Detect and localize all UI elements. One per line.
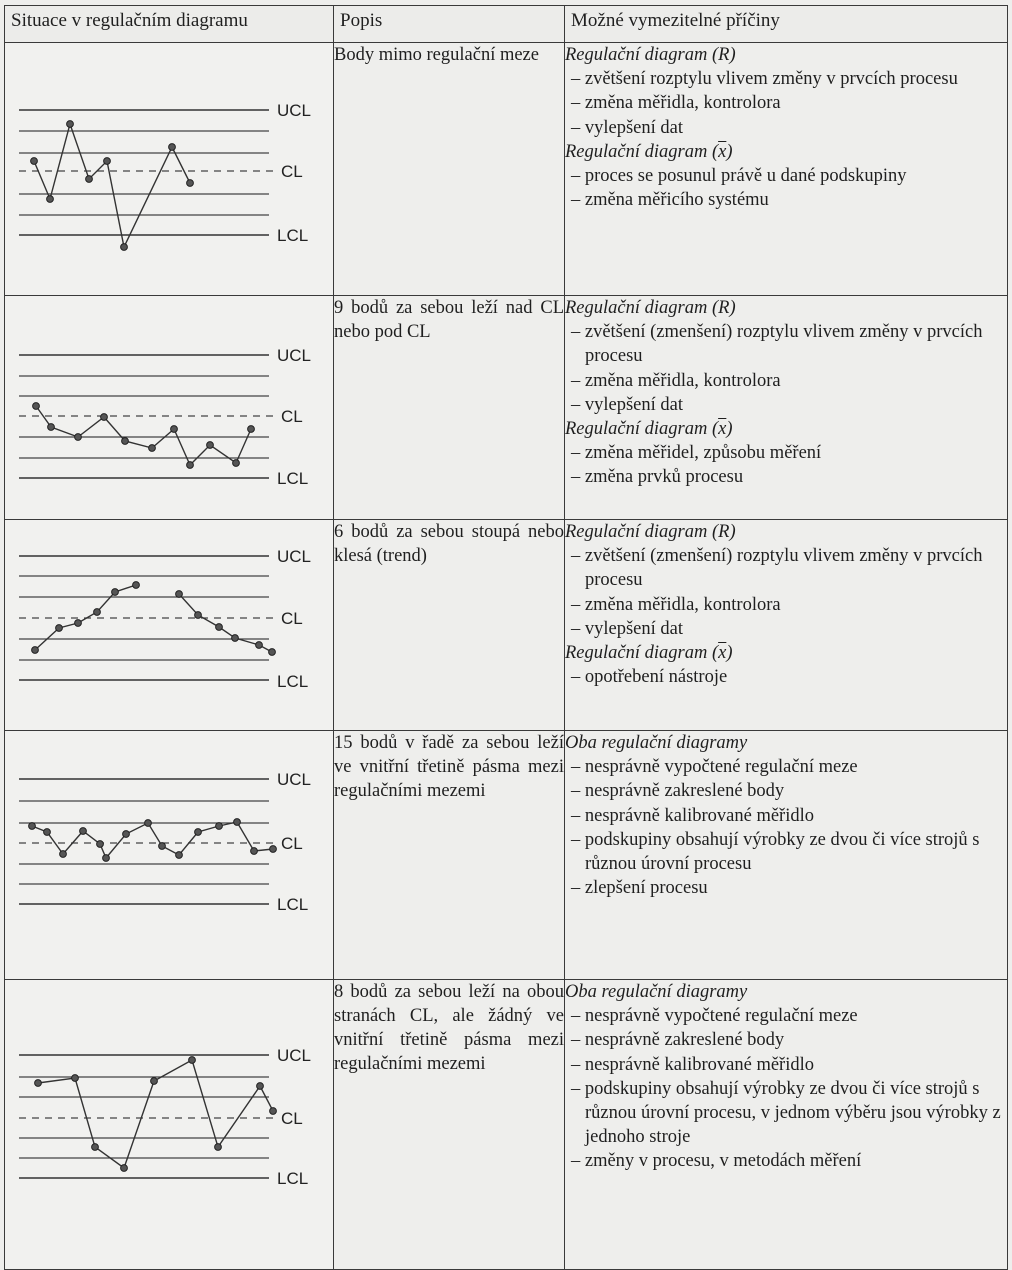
data-point <box>35 1080 42 1087</box>
causes-cell <box>565 296 1008 520</box>
lcl-label: LCL <box>277 672 309 691</box>
cause-item: – zlepšení procesu <box>571 878 708 899</box>
data-point <box>104 158 111 165</box>
lcl-label: LCL <box>277 469 309 488</box>
cause-heading: Regulační diagram (R) <box>565 522 736 542</box>
control-chart-diagram <box>5 43 332 294</box>
cause-heading: Regulační diagram (R) <box>565 45 736 65</box>
cause-item: – změna měřidla, kontrolora <box>571 93 781 114</box>
table-row <box>5 731 1008 980</box>
data-point <box>176 591 183 598</box>
data-point <box>56 625 63 632</box>
data-point <box>33 403 40 410</box>
data-point <box>48 424 55 431</box>
ucl-label: UCL <box>277 101 312 120</box>
cause-heading: Oba regulační diagramy <box>565 982 748 1002</box>
data-point <box>171 426 178 433</box>
data-polyline <box>32 822 273 858</box>
cause-item: – podskupiny obsahují výrobky ze dvou či více strojů s různou úrovní procesu, v jednom výběru jsou výrobky z jednoho stroje <box>571 1078 1001 1148</box>
data-polyline <box>34 124 190 247</box>
causes-cell <box>565 43 1008 296</box>
cause-item: – nesprávně zakreslené body <box>571 1030 785 1051</box>
data-point <box>123 831 130 838</box>
data-point <box>32 647 39 654</box>
diagram-cell <box>5 296 334 520</box>
cause-heading: Regulační diagram (R) <box>565 298 736 318</box>
cause-item: – nesprávně kalibrované měřidlo <box>571 805 814 826</box>
cause-item: – vylepšení dat <box>571 394 684 415</box>
control-chart-diagram <box>5 296 332 518</box>
data-point <box>195 829 202 836</box>
header-row <box>5 6 1008 43</box>
data-point <box>187 180 194 187</box>
cause-item: – změna měřidla, kontrolora <box>571 594 781 615</box>
table-row <box>5 520 1008 731</box>
data-point <box>47 196 54 203</box>
cause-heading: Regulační diagram $(\overline{x})$ <box>565 419 733 440</box>
description-cell: 9 bodů za sebou leží nad CL nebo pod CL <box>334 296 565 520</box>
cause-item: – změna měřicího systému <box>571 190 769 211</box>
data-point <box>216 624 223 631</box>
data-point <box>270 846 277 853</box>
data-point <box>133 582 140 589</box>
cause-heading: Regulační diagram $(\overline{x})$ <box>565 141 733 162</box>
cause-item: – podskupiny obsahují výrobky ze dvou či více strojů s různou úrovní procesu <box>571 829 980 875</box>
control-chart-diagram <box>5 980 332 1268</box>
table-row <box>5 43 1008 296</box>
data-point <box>187 462 194 469</box>
lcl-label: LCL <box>277 1169 309 1188</box>
control-chart-diagram <box>5 731 332 978</box>
data-point <box>216 823 223 830</box>
data-point <box>195 612 202 619</box>
cause-item: – opotřebení nástroje <box>571 667 728 688</box>
cause-item: – zvětšení (zmenšení) rozptylu vlivem změny v prvcích procesu <box>571 546 983 591</box>
cause-item: – vylepšení dat <box>571 618 684 639</box>
data-point <box>269 649 276 656</box>
description-cell: 6 bodů za sebou stoupá nebo klesá (trend) <box>334 520 565 731</box>
data-point <box>60 851 67 858</box>
cl-label: CL <box>281 162 303 181</box>
data-point <box>101 414 108 421</box>
data-point <box>103 855 110 862</box>
data-point <box>233 460 240 467</box>
data-point <box>31 158 38 165</box>
cause-item: – vylepšení dat <box>571 117 684 138</box>
data-point <box>121 244 128 251</box>
data-polyline <box>36 406 251 465</box>
data-point <box>234 819 241 826</box>
table-row <box>5 296 1008 520</box>
ucl-label: UCL <box>277 770 312 789</box>
data-point <box>159 843 166 850</box>
cause-item: – proces se posunul právě u dané podskupiny <box>571 166 907 187</box>
cause-heading: Regulační diagram $(\overline{x})$ <box>565 643 733 664</box>
data-point <box>270 1108 277 1115</box>
data-point <box>215 1144 222 1151</box>
data-point <box>94 609 101 616</box>
data-point <box>44 829 51 836</box>
cause-item: – zvětšení (zmenšení) rozptylu vlivem změny v prvcích procesu <box>571 322 983 367</box>
cause-item: – zvětšení rozptylu vlivem změny v prvcích procesu <box>571 69 958 90</box>
data-point <box>75 434 82 441</box>
cause-item: – změna prvků procesu <box>571 467 744 488</box>
data-point <box>75 620 82 627</box>
ucl-label: UCL <box>277 547 312 566</box>
data-point <box>80 828 87 835</box>
causes-cell <box>565 520 1008 731</box>
cause-item: – nesprávně zakreslené body <box>571 781 785 802</box>
data-point <box>189 1057 196 1064</box>
data-point <box>112 589 119 596</box>
control-chart-table <box>4 5 1008 1270</box>
data-point <box>257 1083 264 1090</box>
cause-item: – nesprávně vypočtené regulační meze <box>571 757 858 778</box>
control-chart-diagram <box>5 520 332 729</box>
data-point <box>122 438 129 445</box>
lcl-label: LCL <box>277 226 309 245</box>
diagram-cell <box>5 980 334 1270</box>
cause-item: – nesprávně kalibrované měřidlo <box>571 1054 814 1075</box>
data-point <box>248 426 255 433</box>
data-point <box>145 820 152 827</box>
header-description: Popis <box>334 6 565 43</box>
header-causes: Možné vymezitelné příčiny <box>565 6 1008 43</box>
causes-cell <box>565 731 1008 980</box>
data-point <box>251 848 258 855</box>
cause-heading: Oba regulační diagramy <box>565 733 748 753</box>
cl-label: CL <box>281 407 303 426</box>
cause-item: – změny v procesu, v metodách měření <box>571 1151 862 1172</box>
description-cell: 15 bodů v řadě za sebou leží ve vnitřní třetině pásma mezi regulačními mezemi <box>334 731 565 980</box>
cause-item: – změna měřidla, kontrolora <box>571 370 781 391</box>
diagram-cell <box>5 731 334 980</box>
data-point <box>97 841 104 848</box>
data-point <box>176 852 183 859</box>
cause-item: – nesprávně vypočtené regulační meze <box>571 1006 858 1027</box>
data-point <box>67 121 74 128</box>
header-situation: Situace v regulačním diagramu <box>5 6 334 43</box>
causes-cell <box>565 980 1008 1270</box>
data-point <box>29 823 36 830</box>
data-point <box>121 1165 128 1172</box>
data-point <box>207 442 214 449</box>
cause-item: – změna měřidel, způsobu měření <box>571 443 822 464</box>
table-row <box>5 980 1008 1270</box>
data-point <box>232 635 239 642</box>
data-point <box>256 642 263 649</box>
description-cell: 8 bodů za sebou leží na obou stranách CL, ale žádný ve vnitřní třetině pásma mezi regulačními mezemi <box>334 980 565 1270</box>
data-point <box>72 1075 79 1082</box>
data-point <box>86 176 93 183</box>
data-point <box>149 445 156 452</box>
cl-label: CL <box>281 834 303 853</box>
lcl-label: LCL <box>277 895 309 914</box>
data-point <box>92 1144 99 1151</box>
description-cell: Body mimo regulační meze <box>334 43 565 296</box>
ucl-label: UCL <box>277 1046 312 1065</box>
cl-label: CL <box>281 1109 303 1128</box>
diagram-cell <box>5 43 334 296</box>
data-point <box>151 1078 158 1085</box>
data-point <box>169 144 176 151</box>
ucl-label: UCL <box>277 346 312 365</box>
diagram-cell <box>5 520 334 731</box>
cl-label: CL <box>281 609 303 628</box>
